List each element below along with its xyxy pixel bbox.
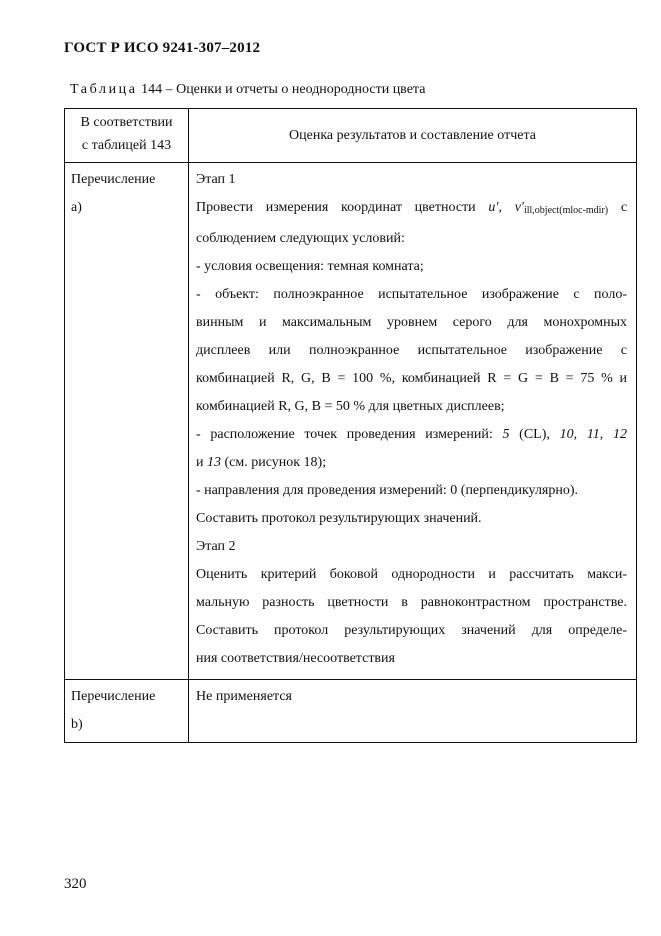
- enumeration-cell: Перечисление b): [65, 680, 189, 743]
- table-caption-number: 144: [141, 82, 163, 97]
- assessment-table: [64, 108, 637, 743]
- table-row: [65, 163, 637, 680]
- column-header-assessment: Оценка результатов и составление отчета: [189, 109, 637, 163]
- stage-title: Этап 2: [196, 539, 236, 554]
- document-header: ГОСТ Р ИСО 9241-307–2012: [64, 40, 261, 56]
- paragraph-line: винным и максимальным уровнем серого для монохромных: [196, 315, 627, 330]
- paragraph-line: ния соответствия/несоответствия: [196, 651, 395, 666]
- paragraph-line: Провести измерения координат цветности u′, $v'_{ill,object(mloc-mdir)}$ с: [196, 200, 628, 216]
- paragraph-line: мальную разность цветности в равноконтрастном пространстве.: [196, 595, 627, 610]
- paragraph-line: дисплеев или полноэкранное испытательное изображение с: [196, 343, 627, 358]
- assessment-cell: Не применяется: [189, 680, 637, 743]
- column-header-reference: В соответствии с таблицей 143: [65, 109, 189, 163]
- paragraph-line: - расположение точек проведения измерений: 5 (CL), 10, 11, 12: [196, 427, 628, 442]
- paragraph-line: соблюдением следующих условий:: [196, 231, 405, 246]
- page-number: 320: [64, 876, 87, 892]
- paragraph-line: Оценить критерий боковой однородности и рассчитать макси-: [196, 567, 627, 582]
- paragraph-line: комбинацией R, G, B = 50 % для цветных дисплеев;: [196, 399, 505, 414]
- paragraph-line: - условия освещения: темная комната;: [196, 259, 424, 274]
- paragraph-line: - объект: полноэкранное испытательное изображение с поло-: [196, 287, 627, 302]
- table-caption-title: – Оценки и отчеты о неоднородности цвета: [165, 82, 426, 97]
- table-header-row: [65, 109, 637, 163]
- table-caption-word: Таблица: [70, 82, 138, 97]
- enumeration-cell: Перечисление a): [65, 163, 189, 680]
- paragraph-line: Составить протокол результирующих значений.: [196, 511, 482, 526]
- table-caption: [70, 82, 425, 98]
- paragraph-line: комбинацией R, G, B = 100 %, комбинацией R = G = B = 75 % и: [196, 371, 627, 386]
- stage-title: Этап 1: [196, 172, 236, 187]
- paragraph-line: - направления для проведения измерений: 0 (перпендикулярно).: [196, 483, 579, 498]
- table-row: [65, 680, 637, 743]
- paragraph-line: и 13 (см. рисунок 18);: [196, 455, 327, 470]
- paragraph-line: Составить протокол результирующих значений для определе-: [196, 623, 627, 638]
- assessment-cell: [189, 163, 637, 680]
